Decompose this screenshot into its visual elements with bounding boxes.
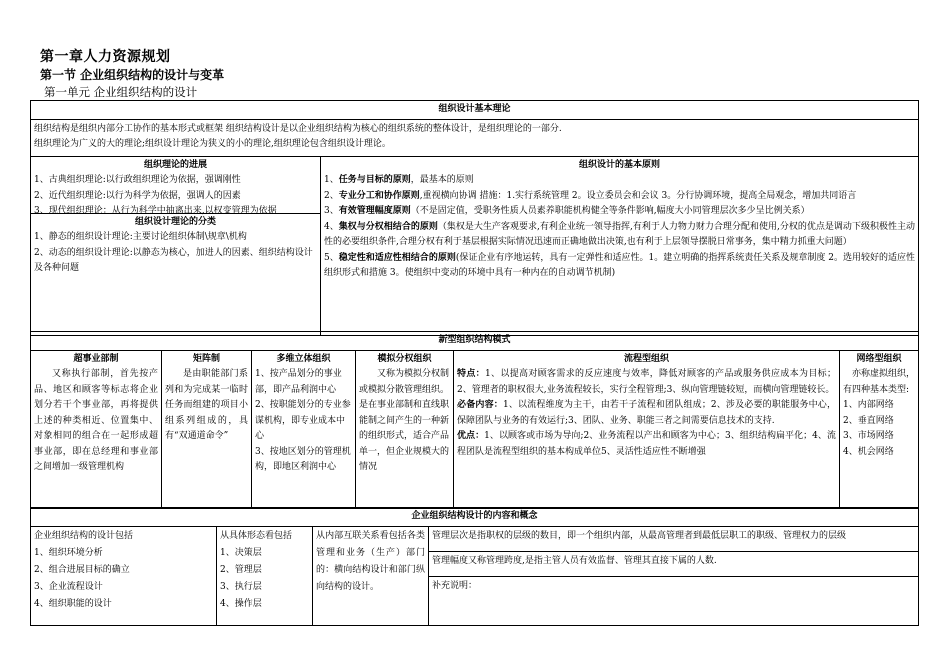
new-models-table <box>30 331 919 509</box>
form-item: 4、操作层 <box>220 598 262 609</box>
levels-text: 管理层次是指职权的层级的数目，即一个组织内部，从最高管理者到最低层职工的职级、管理权力的层级 <box>432 530 847 541</box>
virtual-cell <box>356 350 454 508</box>
form-item: 1、决策层 <box>220 547 262 558</box>
principles-header: 组织设计的基本原则 <box>579 159 661 170</box>
levels-cell <box>429 526 919 551</box>
principle-item: 5、稳定性和适应性相结合的原则(保证企业有序地运转，具有一定弹性和适应性。1。建立明确的指挥系统责任关系及规章制度 2。选用较好的适应性组织形式和措施 3。使组织中变动的环境中具有一种内在的自动调节机制) <box>324 252 916 278</box>
process-advantages: 优点：1、以顾客或市场为导向;2、业务流程以产出和顾客为中心；3、组织结构扁平化；4、流程团队是流程型组织的基本构成单位5、灵活性适应性不断增强 <box>457 431 836 457</box>
content-concept-table <box>30 507 919 626</box>
network-header: 网络型组织 <box>856 353 902 364</box>
multidim-item: 1、按产品划分的事业部，即产品利润中心 <box>255 369 342 395</box>
multidim-header: 多维立体组织 <box>276 353 331 364</box>
network-item: 3、市场网络 <box>843 431 894 441</box>
process-header: 流程型组织 <box>623 353 669 364</box>
development-item: 3、现代组织理论：从行为科学中抽离出来,以权变管理为依据 <box>34 206 277 216</box>
principle-item: 1、任务与目标的原则，最基本的原则 <box>324 175 474 185</box>
internal-cell <box>313 526 429 625</box>
basic-theory-header: 组织设计基本理论 <box>31 101 919 120</box>
basic-theory-body <box>31 119 919 156</box>
form-item: 2、管理层 <box>220 564 262 575</box>
network-cell <box>840 350 919 508</box>
multidim-cell <box>252 350 356 508</box>
matrix-text: 是由职能部门系列和为完成某一临时任务而组建的项目小组系列组成的，具有“双通道命令” <box>165 369 248 441</box>
development-item: 1、古典组织理论:以行政组织理论为依据，强调刚性 <box>34 175 241 185</box>
left-theory-cell <box>31 156 321 335</box>
design-item: 1、组织环境分析 <box>34 547 103 558</box>
matrix-cell <box>162 350 252 508</box>
classification-header: 组织设计理论的分类 <box>134 216 216 227</box>
principle-item: 4、集权与分权相结合的原则（集权是大生产客观要求,有利企业统一领导指挥,有利于人力物力财力合理分配和使用,分权的优点是调动下级积极性主动性的必要组织条件,合理分权有利于基层根据实际情况迅速而正确地做出决策,也有利于上层领导摆脱日常事务，集中精力抓重大问题） <box>324 221 916 247</box>
development-header: 组织理论的进展 <box>143 159 207 170</box>
content-concept-header: 企业组织结构设计的内容和概念 <box>31 508 919 527</box>
note-cell <box>429 576 919 625</box>
span-text: 管理幅度又称管理跨度,是指主管人员有效监督、管理其直接下属的人数. <box>432 555 717 566</box>
design-item: 4、组织职能的设计 <box>34 598 112 609</box>
virtual-header: 模拟分权组织 <box>377 353 432 364</box>
network-item: 2、垂直网络 <box>843 415 894 426</box>
span-cell <box>429 551 919 576</box>
network-item: 1、内部网络 <box>843 400 894 410</box>
process-traits: 特点：1、以提高对顾客需求的反应速度与效率，降低对顾客的产品或服务供应成本为目标；2、管理者的职权很大,业务流程较长，实行全程管理;3、纵向管理链较短，而横向管理链较长。 <box>457 369 836 395</box>
principles-cell <box>321 156 919 335</box>
super-business-cell <box>31 350 162 508</box>
unit-title: 第一单元 企业组织结构的设计 <box>44 85 198 99</box>
design-cell <box>31 526 217 625</box>
basic-theory-line1: 组织结构是组织内部分工协作的基本形式或框架 组织结构设计是以企业组织结构为核心的组织系统的整体设计，是组织理论的一部分. <box>34 123 562 134</box>
classification-item: 2、动态的组织设计理论:以静态为核心，加进人的因素、组织结构设计及各种问题 <box>34 247 313 273</box>
classification-block <box>31 214 320 278</box>
multidim-item: 2、按职能划分的专业参谋机构，即专业成本中心 <box>255 400 351 441</box>
principle-item: 2、专业分工和协作原则,重视横向协调 措施：1.实行系统管理 2。设立委员会和会议 3。分行协调环境，提高全局观念，增加共同语言 <box>324 190 857 201</box>
virtual-text: 又称为模拟分权制或模拟分散管理组织。是在事业部制和直线职能制之间产生的一种新的组织形式，适合产品单一，但企业规模大的情况 <box>359 369 450 472</box>
super-business-header: 超事业部制 <box>73 353 119 364</box>
new-models-header: 新型组织结构模式 <box>31 332 919 351</box>
theory-table <box>30 100 919 336</box>
form-lead: 从具体形态看包括 <box>220 530 293 541</box>
super-business-text: 又称执行部制，首先按产品、地区和顾客等标志将企业划分若干个事业部，再将提供上述的种类相近、位置集中、对象相同的组合在一起形成超事业部，即在总经理和事业部之间增加一级管理机构 <box>34 369 158 472</box>
network-item: 4、机会网络 <box>843 446 894 457</box>
internal-text: 从内部互联关系看包括各类管理和业务（生产）部门的：横向结构设计和部门纵向结构的设计。 <box>316 530 425 592</box>
design-item: 2、组合进展目标的确立 <box>34 564 130 575</box>
development-item: 2、近代组织理论:以行为科学为依据，强调人的因素 <box>34 190 241 201</box>
design-lead: 企业组织结构的设计包括 <box>34 530 134 541</box>
note-text: 补充说明： <box>432 580 478 591</box>
principle-item: 3、有效管理幅度原则（不是固定值，受职务性质人员素养职能机构健全等条件影响,幅度大小同管理层次多少呈比例关系） <box>324 206 810 216</box>
development-block <box>31 157 320 214</box>
multidim-item: 3、按地区划分的管理机构，即地区利润中心 <box>255 446 351 472</box>
classification-item: 1、静态的组织设计理论:主要讨论组织体制\规章\机构 <box>34 232 247 242</box>
form-cell <box>217 526 313 625</box>
matrix-header: 矩阵制 <box>192 353 220 364</box>
section-title: 第一节 企业组织结构的设计与变革 <box>40 68 225 82</box>
form-item: 3、执行层 <box>220 581 262 592</box>
chapter-title: 第一章人力资源规划 <box>40 49 171 65</box>
process-content: 必备内容：1、以流程维度为主干，由若干子流程和团队组成；2、涉及必要的职能服务中心，保障团队与业务的有效运行;3、团队、业务、职能三者之间需要信息技术的支持. <box>457 400 836 426</box>
process-cell <box>454 350 840 508</box>
network-text: 亦称虚拟组织，有四种基本类型: <box>843 369 916 395</box>
design-item: 3、企业流程设计 <box>34 581 103 592</box>
basic-theory-line2: 组织理论为广义的大的理论;组织设计理论为狭义的小的理论,组织理论包含组织设计理论。 <box>34 139 391 149</box>
